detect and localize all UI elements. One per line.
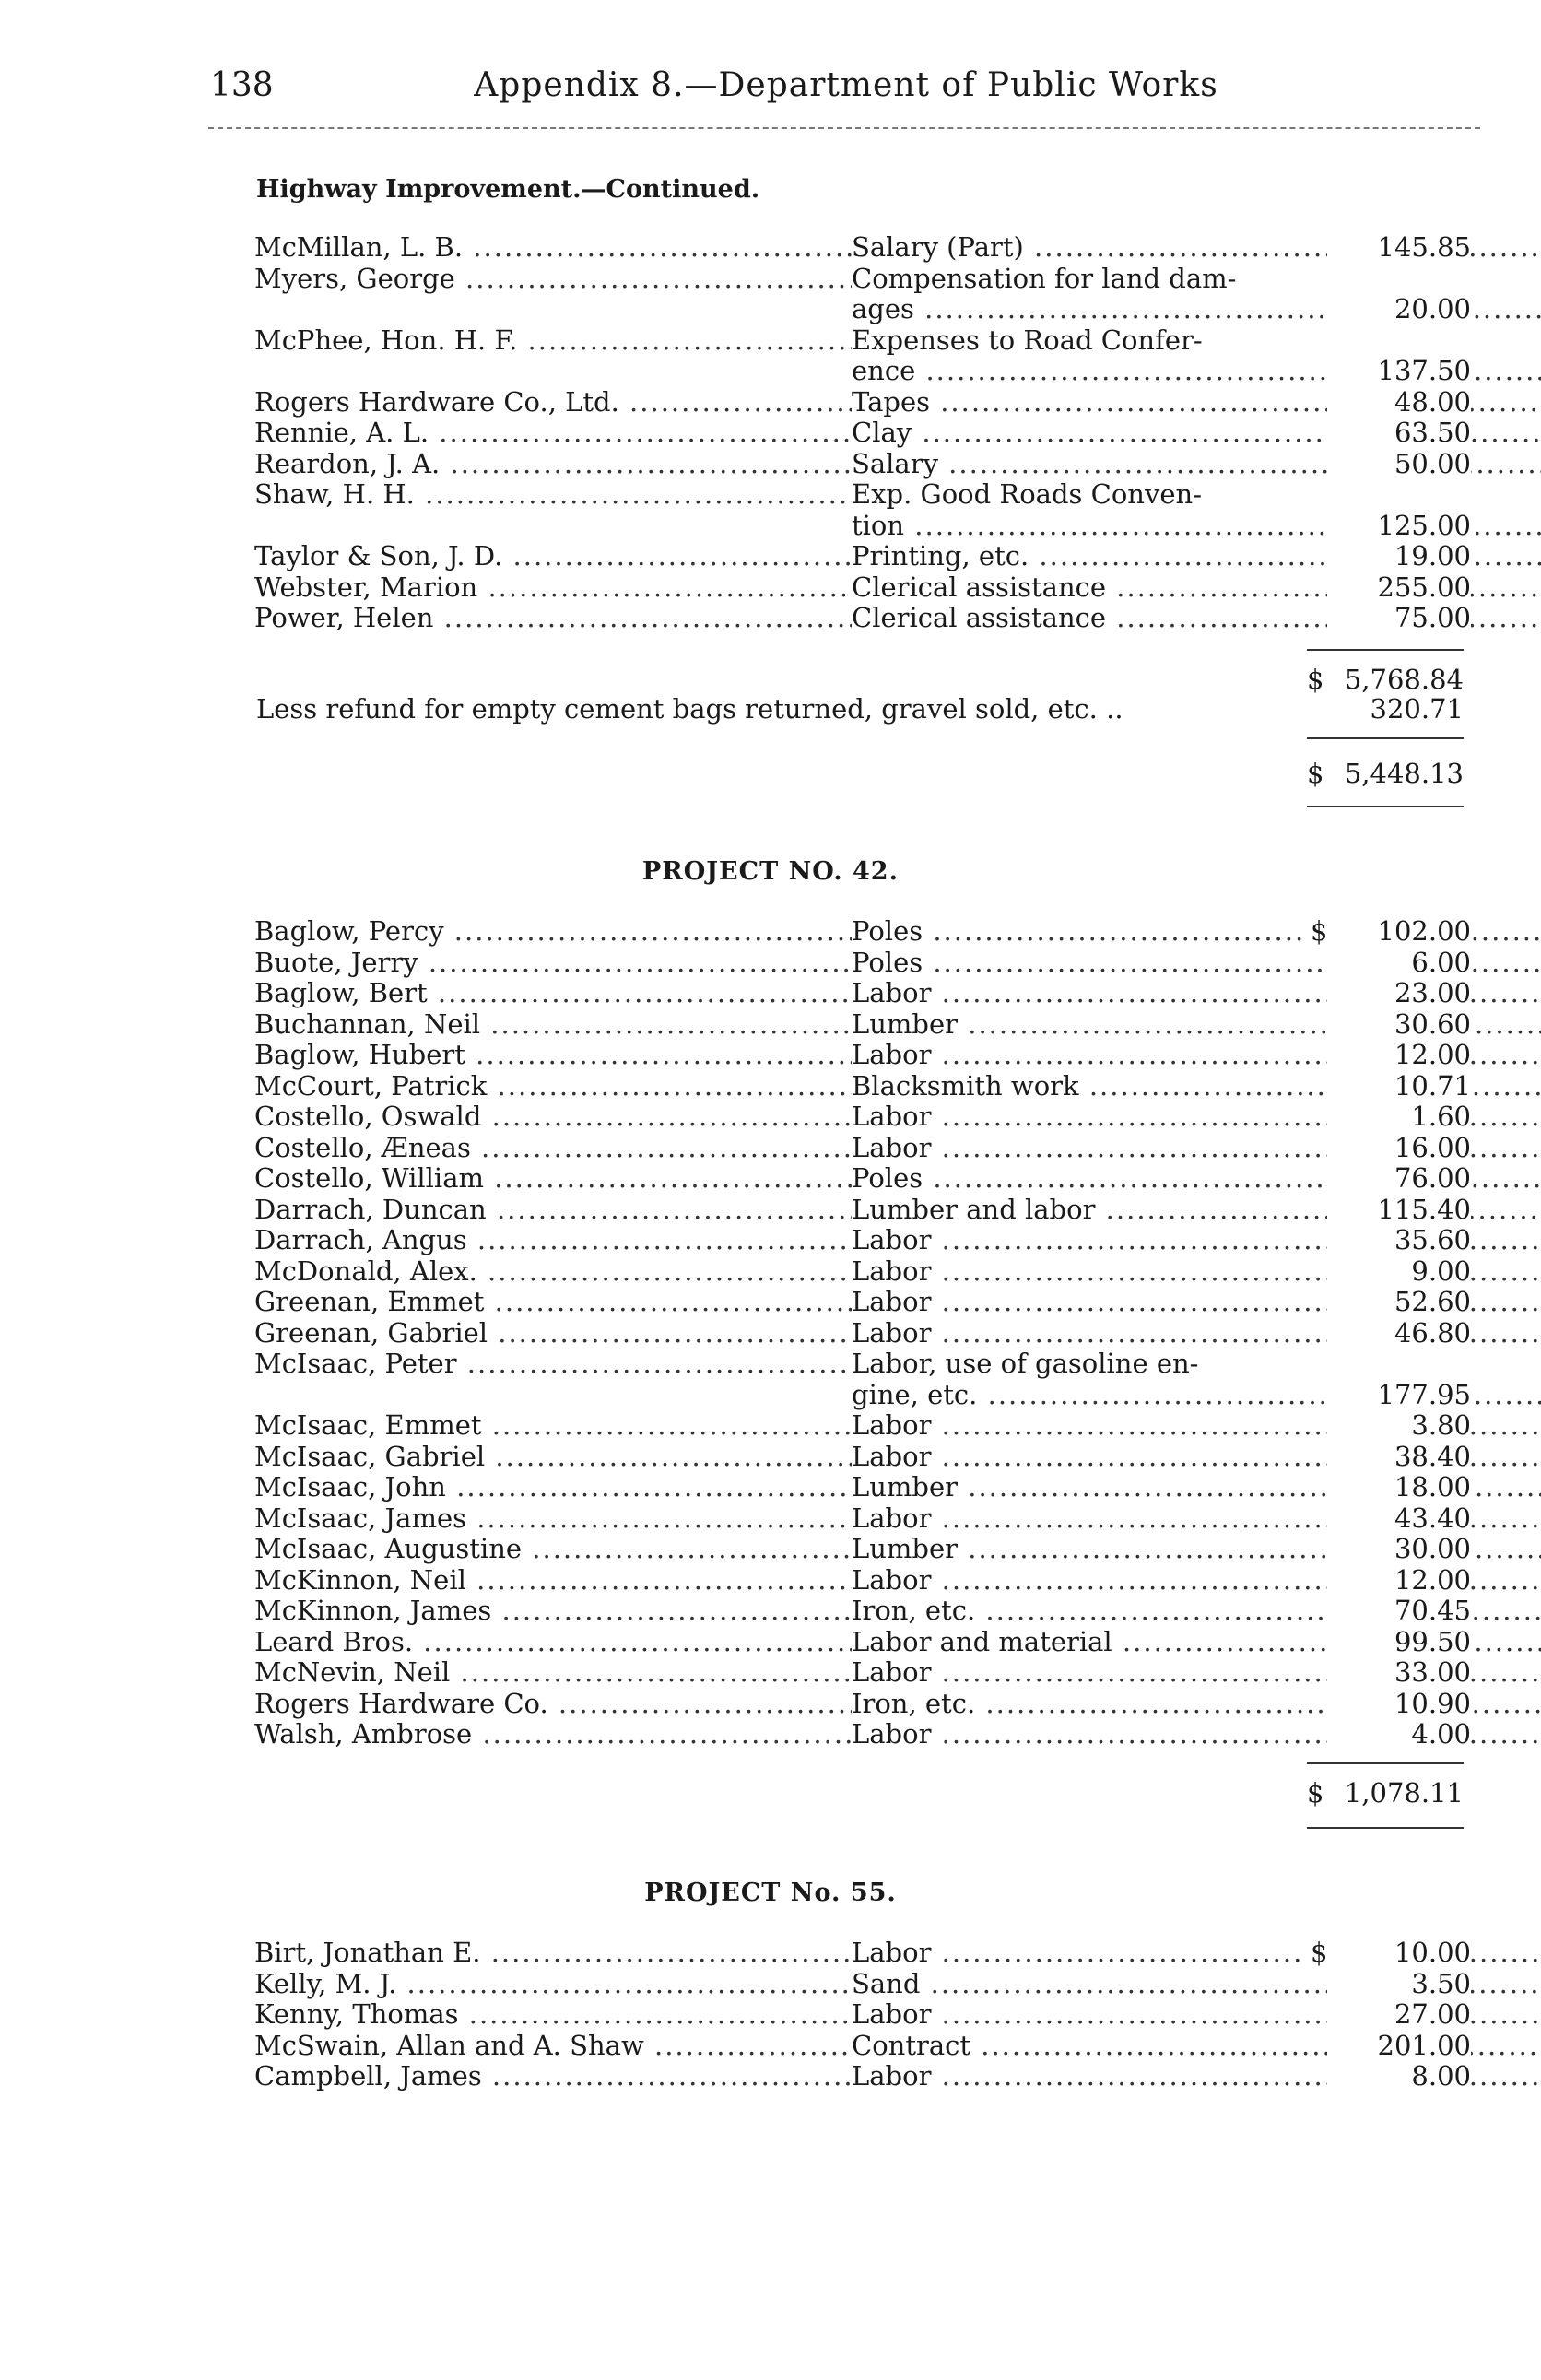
item-amount: 115.40 <box>1327 1195 1471 1226</box>
ledger-row <box>254 1938 1471 1969</box>
project-42-total-underline <box>1307 1827 1464 1829</box>
item-description-text: Labor ..... <box>852 1287 1541 1317</box>
project-42-total-rule <box>1307 1762 1464 1764</box>
item-description-text: Labor ..... <box>852 1938 1541 1968</box>
project-42-total-currency: $ <box>1307 1777 1324 1809</box>
item-description-text: Salary (Part) ..... <box>852 232 1541 263</box>
item-amount: 3.80 <box>1327 1410 1471 1442</box>
item-amount: 16.00 <box>1327 1133 1471 1164</box>
payee-name: McIsaac, Gabriel ..... <box>254 1442 852 1473</box>
item-amount: 35.60 <box>1327 1225 1471 1256</box>
ledger-row <box>254 541 1471 572</box>
payee-name: McDonald, Alex. ..... <box>254 1256 852 1288</box>
item-description-text: Labor ..... <box>852 1225 1541 1255</box>
item-amount: 177.95 <box>1327 1380 1471 1411</box>
item-amount: 38.40 <box>1327 1442 1471 1473</box>
total-underline <box>1307 806 1464 807</box>
payee-name: McKinnon, Neil ..... <box>254 1565 852 1596</box>
subtotal-amount: 5,768.84 <box>1344 664 1464 695</box>
item-description-text: Clay ..... <box>852 418 1541 448</box>
item-amount: 33.00 <box>1327 1657 1471 1689</box>
item-amount: 10.00 <box>1327 1938 1471 1969</box>
item-description-text: Labor ..... <box>852 2061 1541 2091</box>
ledger-row <box>254 1534 1471 1565</box>
ledger-row <box>254 418 1471 449</box>
payee-name: McKinnon, James ..... <box>254 1596 852 1627</box>
ledger-row <box>254 1999 1471 2031</box>
running-head <box>210 66 1270 122</box>
payee-name: McMillan, L. B. ..... <box>254 232 852 264</box>
item-description-text: Labor ..... <box>852 1503 1541 1534</box>
ledger-row <box>254 1071 1471 1102</box>
ledger-row <box>254 1442 1471 1473</box>
ledger-row <box>254 1503 1471 1535</box>
ledger-row <box>254 1009 1471 1041</box>
ledger-row <box>254 1256 1471 1288</box>
item-amount: 20.00 <box>1327 294 1471 325</box>
subtotal-rule <box>1307 649 1464 651</box>
item-amount: 10.71 <box>1327 1071 1471 1102</box>
item-amount: 6.00 <box>1327 948 1471 979</box>
total-currency: $ <box>1307 758 1324 789</box>
item-amount: 102.00 <box>1327 916 1471 948</box>
project-55-title: PROJECT No. 55. <box>644 1879 897 1907</box>
subtotal-currency: $ <box>1307 664 1324 695</box>
item-description-text: Contract ..... <box>852 2031 1541 2061</box>
ledger-row <box>254 2031 1471 2062</box>
payee-name: McIsaac, Emmet ..... <box>254 1410 852 1442</box>
payee-name: Darrach, Angus ..... <box>254 1225 852 1256</box>
section-title: Highway Improvement.—Continued. <box>256 175 760 204</box>
payee-name: Kenny, Thomas ..... <box>254 1999 852 2031</box>
payee-name: McPhee, Hon. H. F. ..... <box>254 325 852 357</box>
item-description-text: Labor ..... <box>852 1410 1541 1441</box>
item-amount: 46.80 <box>1327 1318 1471 1349</box>
payee-name: Rogers Hardware Co. ..... <box>254 1689 852 1720</box>
ledger-row <box>254 1318 1471 1349</box>
payee-name: Reardon, J. A. ..... <box>254 449 852 480</box>
payee-name: Costello, Oswald ..... <box>254 1102 852 1133</box>
ledger-row <box>254 603 1471 634</box>
payee-name: McIsaac, James ..... <box>254 1503 852 1535</box>
project-42-title: PROJECT NO. 42. <box>642 857 899 886</box>
total-rule <box>1307 737 1464 739</box>
payee-name: Rennie, A. L. ..... <box>254 418 852 449</box>
ledger-row <box>254 1349 1471 1380</box>
payee-name: McIsaac, Augustine ..... <box>254 1534 852 1565</box>
item-description-text: Labor ..... <box>852 1719 1541 1750</box>
ledger-row <box>254 1287 1471 1318</box>
item-description-text: Compensation for land dam- <box>852 263 1237 294</box>
item-amount: 48.00 <box>1327 387 1471 418</box>
item-description-text: Expenses to Road Confer- <box>852 324 1203 356</box>
ledger-row <box>254 1040 1471 1071</box>
ledger-row <box>254 1225 1471 1256</box>
ledger-row <box>254 948 1471 979</box>
item-description <box>852 264 1541 295</box>
payee-name: Costello, William ..... <box>254 1163 852 1195</box>
payee-name: Buchannan, Neil ..... <box>254 1009 852 1041</box>
payee-name: Leard Bros. ..... <box>254 1627 852 1658</box>
item-amount: 145.85 <box>1327 232 1471 264</box>
item-description-text: Iron, etc. ..... <box>852 1596 1541 1626</box>
ledger-row <box>254 232 1471 264</box>
ledger-row <box>254 572 1471 604</box>
currency-sign: $ <box>1305 1938 1336 1969</box>
item-description-text: Exp. Good Roads Conven- <box>852 479 1202 510</box>
ledger-row <box>254 1689 1471 1720</box>
payee-name: McNevin, Neil ..... <box>254 1657 852 1689</box>
ledger-row <box>254 449 1471 480</box>
item-description-text: ages ..... <box>852 294 1541 324</box>
item-description-text: Labor, use of gasoline en- <box>852 1349 1199 1379</box>
item-description-text: Lumber ..... <box>852 1009 1541 1040</box>
ledger-row <box>254 387 1471 418</box>
item-description-text: tion ..... <box>852 511 1541 541</box>
payee-name: Walsh, Ambrose ..... <box>254 1719 852 1750</box>
ledger-row <box>254 1627 1471 1658</box>
header-rule <box>208 127 1480 129</box>
payee-name: Birt, Jonathan E. ..... <box>254 1938 852 1969</box>
payee-name: Campbell, James ..... <box>254 2061 852 2092</box>
item-description-text: Clerical assistance ..... <box>852 603 1541 633</box>
ledger-row <box>254 916 1471 948</box>
payee-name: Greenan, Emmet ..... <box>254 1287 852 1318</box>
ledger-row <box>254 1565 1471 1596</box>
item-description <box>852 325 1541 357</box>
payee-name: McCourt, Patrick ..... <box>254 1071 852 1102</box>
item-amount: 30.60 <box>1327 1009 1471 1041</box>
item-amount: 75.00 <box>1327 603 1471 634</box>
ledger-row <box>254 1657 1471 1689</box>
payee-name: Webster, Marion ..... <box>254 572 852 604</box>
item-description <box>852 479 1541 511</box>
item-amount: 4.00 <box>1327 1719 1471 1750</box>
item-description-text: Labor ..... <box>852 1442 1541 1472</box>
payee-name: Rogers Hardware Co., Ltd. ..... <box>254 387 852 418</box>
ledger-row <box>254 1969 1471 2000</box>
item-amount: 137.50 <box>1327 356 1471 387</box>
item-amount: 125.00 <box>1327 511 1471 542</box>
refund-label: Less refund for empty cement bags returned, gravel sold, etc. .. <box>256 693 1123 725</box>
ledger-row <box>254 1163 1471 1195</box>
payee-name: McSwain, Allan and A. Shaw ..... <box>254 2031 852 2062</box>
item-description-text: Clerical assistance ..... <box>852 572 1541 603</box>
item-amount: 255.00 <box>1327 572 1471 604</box>
payee-name: McIsaac, Peter ..... <box>254 1349 852 1380</box>
page-number: 138 <box>210 66 274 104</box>
item-description-text: Poles ..... <box>852 1163 1541 1194</box>
item-description-text: Blacksmith work ..... <box>852 1071 1541 1102</box>
item-description-text: Labor and material ..... <box>852 1627 1541 1657</box>
item-description-text: Labor ..... <box>852 1040 1541 1070</box>
payee-name: Buote, Jerry ..... <box>254 948 852 979</box>
item-amount: 99.50 <box>1327 1627 1471 1658</box>
payee-name: Baglow, Bert ..... <box>254 978 852 1009</box>
item-amount: 19.00 <box>1327 541 1471 572</box>
payee-name: Baglow, Percy ..... <box>254 916 852 948</box>
ledger-row <box>254 325 1471 357</box>
total-amount: 5,448.13 <box>1344 758 1464 789</box>
item-amount: 201.00 <box>1327 2031 1471 2062</box>
ledger-row <box>254 1596 1471 1627</box>
ledger-row <box>254 2061 1471 2092</box>
item-description-text: Lumber and labor ..... <box>852 1195 1541 1225</box>
item-amount: 1.60 <box>1327 1102 1471 1133</box>
ledger-row <box>254 978 1471 1009</box>
page-heading: Appendix 8.—Department of Public Works <box>474 66 1218 104</box>
ledger-row <box>254 264 1471 295</box>
payee-name: McIsaac, John ..... <box>254 1472 852 1503</box>
item-amount: 3.50 <box>1327 1969 1471 2000</box>
item-description-text: Iron, etc. ..... <box>852 1689 1541 1719</box>
payee-name: Darrach, Duncan ..... <box>254 1195 852 1226</box>
item-description-text: Salary ..... <box>852 449 1541 479</box>
item-amount: 8.00 <box>1327 2061 1471 2092</box>
item-description-text: ence ..... <box>852 356 1541 386</box>
item-amount: 18.00 <box>1327 1472 1471 1503</box>
item-description-text: Poles ..... <box>852 916 1541 947</box>
item-description-text: Labor ..... <box>852 1999 1541 2030</box>
payee-name: Baglow, Hubert ..... <box>254 1040 852 1071</box>
ledger-row <box>254 511 1471 542</box>
payee-name: Shaw, H. H. ..... <box>254 479 852 511</box>
item-description-text: Printing, etc. ..... <box>852 541 1541 571</box>
item-description-text: gine, etc. ..... <box>852 1380 1541 1410</box>
item-amount: 30.00 <box>1327 1534 1471 1565</box>
item-description-text: Labor ..... <box>852 1657 1541 1688</box>
ledger-row <box>254 1410 1471 1442</box>
payee-name: Kelly, M. J. ..... <box>254 1969 852 2000</box>
item-amount: 52.60 <box>1327 1287 1471 1318</box>
ledger-row <box>254 1102 1471 1133</box>
payee-name: Myers, George ..... <box>254 264 852 295</box>
item-amount: 50.00 <box>1327 449 1471 480</box>
ledger-row <box>254 1380 1471 1411</box>
item-amount: 12.00 <box>1327 1565 1471 1596</box>
payee-name: Power, Helen ..... <box>254 603 852 634</box>
project-42-total-amount: 1,078.11 <box>1344 1777 1464 1809</box>
item-description-text: Tapes ..... <box>852 387 1541 418</box>
payee-name: Costello, Æneas ..... <box>254 1133 852 1164</box>
item-amount: 70.45 <box>1327 1596 1471 1627</box>
currency-sign: $ <box>1305 916 1336 948</box>
ledger-row <box>254 356 1471 387</box>
ledger-row <box>254 1133 1471 1164</box>
highway-ledger <box>254 232 1471 634</box>
item-description-text: Labor ..... <box>852 1565 1541 1596</box>
item-description-text: Lumber ..... <box>852 1472 1541 1502</box>
item-description-text: Lumber ..... <box>852 1534 1541 1564</box>
item-amount: 76.00 <box>1327 1163 1471 1195</box>
payee-name: Greenan, Gabriel ..... <box>254 1318 852 1349</box>
ledger-row <box>254 1472 1471 1503</box>
item-description-text: Labor ..... <box>852 1318 1541 1349</box>
item-description-text: Labor ..... <box>852 1133 1541 1163</box>
item-description <box>852 1349 1541 1380</box>
ledger-row <box>254 294 1471 325</box>
project-42-ledger <box>254 916 1471 1750</box>
item-amount: 23.00 <box>1327 978 1471 1009</box>
item-amount: 10.90 <box>1327 1689 1471 1720</box>
ledger-row <box>254 1195 1471 1226</box>
item-amount: 43.40 <box>1327 1503 1471 1535</box>
item-description-text: Labor ..... <box>852 1102 1541 1132</box>
item-description-text: Poles ..... <box>852 948 1541 978</box>
item-description-text: Labor ..... <box>852 978 1541 1008</box>
item-amount: 27.00 <box>1327 1999 1471 2031</box>
item-description-text: Sand ..... <box>852 1969 1541 1999</box>
project-55-ledger <box>254 1938 1471 2092</box>
payee-name: Taylor & Son, J. D. ..... <box>254 541 852 572</box>
item-description-text: Labor ..... <box>852 1256 1541 1287</box>
refund-amount: 320.71 <box>1370 693 1464 725</box>
item-amount: 9.00 <box>1327 1256 1471 1288</box>
ledger-row <box>254 1719 1471 1750</box>
item-amount: 12.00 <box>1327 1040 1471 1071</box>
item-amount: 63.50 <box>1327 418 1471 449</box>
ledger-row <box>254 479 1471 511</box>
